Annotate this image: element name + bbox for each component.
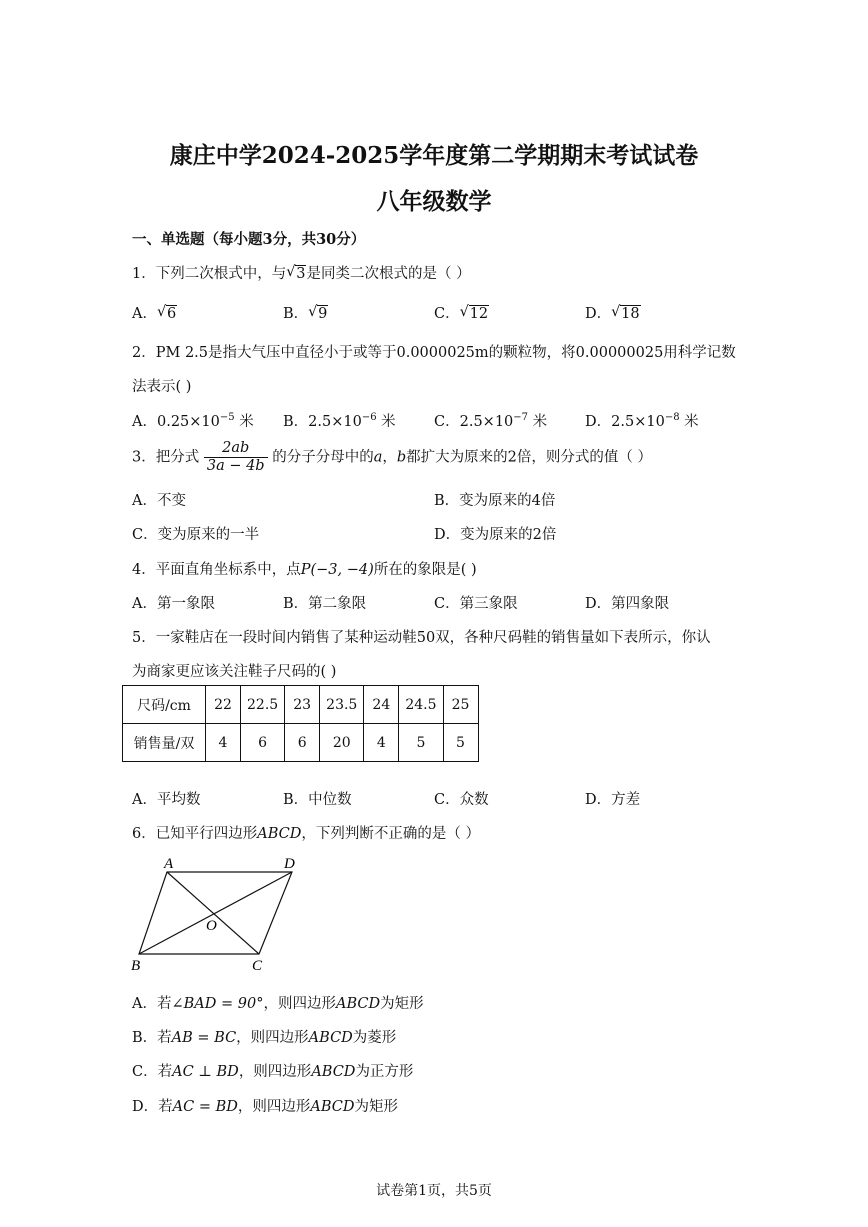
q5-option-b: B．中位数 — [283, 792, 352, 808]
table-cell: 6 — [285, 724, 320, 762]
fraction: $\frac{2ab}{3a - 4b}$ — [204, 440, 268, 475]
table-cell: 23.5 — [320, 686, 364, 724]
shoe-size-table — [122, 685, 479, 762]
q6-option-d: D．若AC = BD，则四边形ABCD为矩形 — [132, 1099, 398, 1115]
label-b: B — [131, 958, 141, 974]
exam-subtitle: 八年级数学 — [376, 188, 492, 215]
table-cell: 22 — [206, 686, 241, 724]
table-cell: 24 — [364, 686, 399, 724]
label-d: D — [284, 856, 295, 872]
section-heading: 一、单选题（每小题3分，共30分） — [132, 231, 366, 248]
label-c: C — [252, 958, 263, 974]
table-cell: 5 — [399, 724, 443, 762]
table-cell: 销售量/双 — [123, 724, 206, 762]
table-cell: 20 — [320, 724, 364, 762]
question-1-stem: 1．下列二次根式中，与√ 3是同类二次根式的是（ ） — [132, 262, 471, 283]
question-3-stem: 3．把分式 $\frac{2ab}{3a - 4b}$ 的分子分母中的a，b都扩大为原来的2倍，则分式的值（ ） — [132, 440, 652, 474]
table-cell: 5 — [443, 724, 478, 762]
q2-option-a: A．$0.25\times 10^{-5}$ 米 — [132, 412, 254, 430]
exam-title: 康庄中学2024-2025学年度第二学期期末考试试卷 — [169, 142, 699, 169]
label-a: A — [164, 856, 174, 872]
table-cell: 4 — [364, 724, 399, 762]
q2-option-d: D．$2.5\times 10^{-8}$ 米 — [585, 412, 699, 430]
q5-option-a: A．平均数 — [132, 792, 201, 808]
q6-option-b: B．若AB = BC，则四边形ABCD为菱形 — [132, 1030, 397, 1046]
q1-option-d: D．√ 18 — [585, 302, 641, 323]
q4-option-a: A．第一象限 — [132, 596, 215, 612]
question-6-stem: 6．已知平行四边形ABCD，下列判断不正确的是（ ） — [132, 826, 480, 842]
q2-option-c: C．$2.5\times 10^{-7}$ 米 — [434, 412, 548, 430]
table-cell: 25 — [443, 686, 478, 724]
table-row — [123, 686, 479, 724]
table-row — [123, 724, 479, 762]
question-2-line1: 2．PM 2.5是指大气压中直径小于或等于0.0000025m的颗粒物，将0.00000025用科学记数 — [132, 345, 736, 361]
q5-option-d: D．方差 — [585, 792, 641, 808]
question-4-stem: 4．平面直角坐标系中，点P(−3, −4)所在的象限是( ) — [132, 562, 477, 578]
q5-option-c: C．众数 — [434, 792, 489, 808]
q1-option-a: A．√ 6 — [132, 302, 177, 323]
table-cell: 4 — [206, 724, 241, 762]
q2-option-b: B．$2.5\times 10^{-6}$ 米 — [283, 412, 396, 430]
q4-option-b: B．第二象限 — [283, 596, 367, 612]
q4-option-c: C．第三象限 — [434, 596, 518, 612]
table-cell: 6 — [241, 724, 285, 762]
q1-option-b: B．√ 9 — [283, 302, 328, 323]
parallelogram-figure — [125, 850, 305, 975]
q3-option-d: D．变为原来的2倍 — [434, 527, 557, 543]
page-footer: 试卷第1页，共5页 — [376, 1183, 492, 1199]
question-5-line2: 为商家更应该关注鞋子尺码的( ) — [132, 664, 337, 680]
diagonal-bd — [139, 872, 292, 954]
table-cell: 22.5 — [241, 686, 285, 724]
table-cell: 23 — [285, 686, 320, 724]
q3-option-b: B．变为原来的4倍 — [434, 493, 556, 509]
q6-option-a: A．若∠BAD = 90°，则四边形ABCD为矩形 — [132, 996, 424, 1012]
q4-option-d: D．第四象限 — [585, 596, 670, 612]
table-cell: 尺码/cm — [123, 686, 206, 724]
label-o: O — [206, 918, 217, 934]
question-5-line1: 5．一家鞋店在一段时间内销售了某种运动鞋50双，各种尺码鞋的销售量如下表所示，你认 — [132, 630, 711, 646]
question-2-line2: 法表示( ) — [132, 379, 192, 395]
q3-option-a: A．不变 — [132, 493, 186, 509]
q3-option-c: C．变为原来的一半 — [132, 527, 260, 543]
table-cell: 24.5 — [399, 686, 443, 724]
q6-option-c: C．若AC ⊥ BD，则四边形ABCD为正方形 — [132, 1064, 414, 1080]
diagonal-ac — [167, 872, 259, 954]
q1-option-c: C．√ 12 — [434, 302, 489, 323]
